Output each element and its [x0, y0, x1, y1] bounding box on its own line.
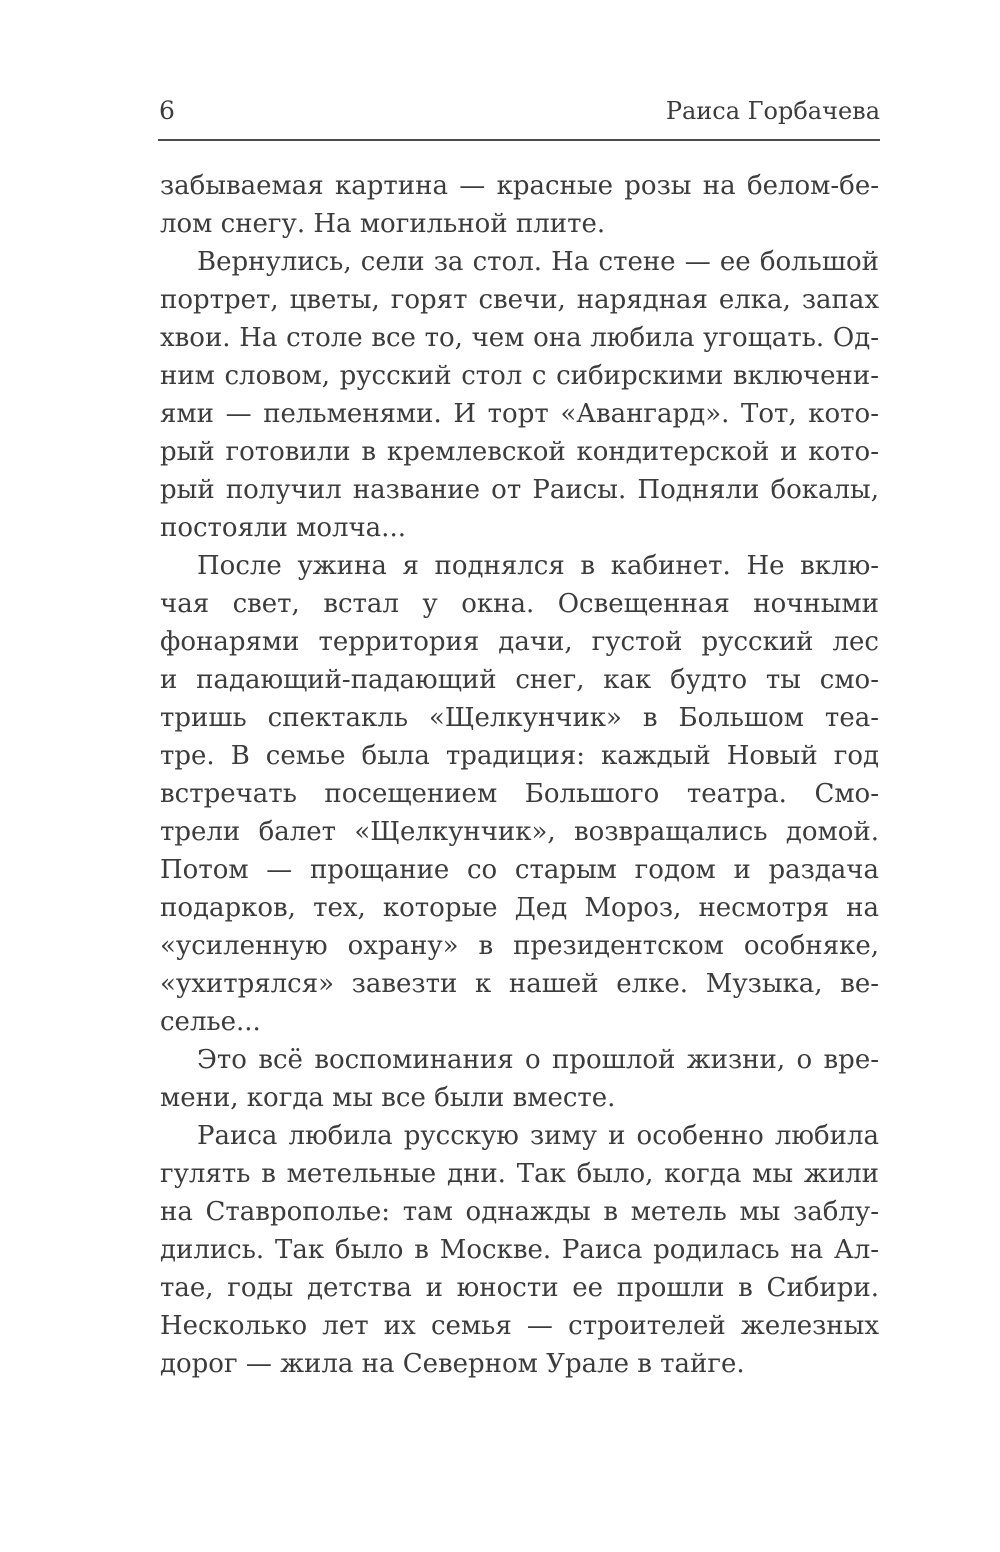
text-line: чая свет, встал у окна. Освещенная ночными: [160, 589, 879, 619]
text-line: и падающий-падающий снег, как будто ты смо-: [160, 665, 879, 695]
text-line: рый получил название от Раисы. Подняли бокалы,: [160, 475, 879, 505]
text-line: встречать посещением Большого театра. Смо-: [160, 779, 879, 809]
text-line: мени, когда мы все были вместе.: [160, 1083, 616, 1113]
text-line: «усиленную охрану» в президентском особняке,: [160, 931, 879, 961]
text-line: селье...: [160, 1007, 261, 1037]
text-line: «ухитрялся» завезти к нашей елке. Музыка, ве-: [160, 969, 879, 999]
text-line: тришь спектакль «Щелкунчик» в Большом теа-: [160, 703, 879, 733]
body-text: [160, 167, 879, 1383]
running-header: [159, 96, 880, 125]
text-line: фонарями территория дачи, густой русский лес: [160, 627, 879, 657]
text-line: забываемая картина — красные розы на белом-бе-: [160, 171, 879, 201]
text-line: Это всё воспоминания о прошлой жизни, о вре-: [197, 1045, 879, 1075]
text-line: Несколько лет их семья — строителей железных: [160, 1311, 879, 1341]
text-line: лом снегу. На могильной плите.: [160, 209, 606, 239]
text-line: Вернулись, сели за стол. На стене — ее большой: [197, 247, 879, 277]
text-line: на Ставрополье: там однажды в метель мы заблу-: [160, 1197, 879, 1227]
text-line: Потом — прощание со старым годом и раздача: [160, 855, 879, 885]
text-line: постояли молча...: [160, 513, 406, 543]
text-line: гулять в метельные дни. Так было, когда мы жили: [160, 1159, 879, 1189]
text-line: подарков, тех, которые Дед Мороз, несмотря на: [160, 893, 879, 923]
text-line: дорог — жила на Северном Урале в тайге.: [160, 1349, 745, 1379]
text-line: После ужина я поднялся в кабинет. Не вклю-: [197, 551, 879, 581]
text-line: Раиса любила русскую зиму и особенно любила: [197, 1121, 879, 1151]
text-line: портрет, цветы, горят свечи, нарядная елка, запах: [160, 285, 879, 315]
text-line: ним словом, русский стол с сибирскими включени-: [160, 361, 879, 391]
text-line: тае, годы детства и юности ее прошли в Сибири.: [160, 1273, 879, 1303]
text-line: тре. В семье была традиция: каждый Новый год: [160, 741, 879, 771]
text-line: дились. Так было в Москве. Раиса родилась на Ал-: [160, 1235, 879, 1265]
running-title: Раиса Горбачева: [665, 97, 880, 125]
text-line: рый готовили в кремлевской кондитерской и кото-: [160, 437, 879, 467]
text-line: ями — пельменями. И торт «Авангард». Тот, кото-: [160, 399, 879, 429]
text-line: трели балет «Щелкунчик», возвращались домой.: [160, 817, 879, 847]
page-number: 6: [159, 96, 175, 125]
text-line: хвои. На столе все то, чем она любила угощать. Од-: [160, 323, 879, 353]
header-rule: [158, 139, 880, 141]
